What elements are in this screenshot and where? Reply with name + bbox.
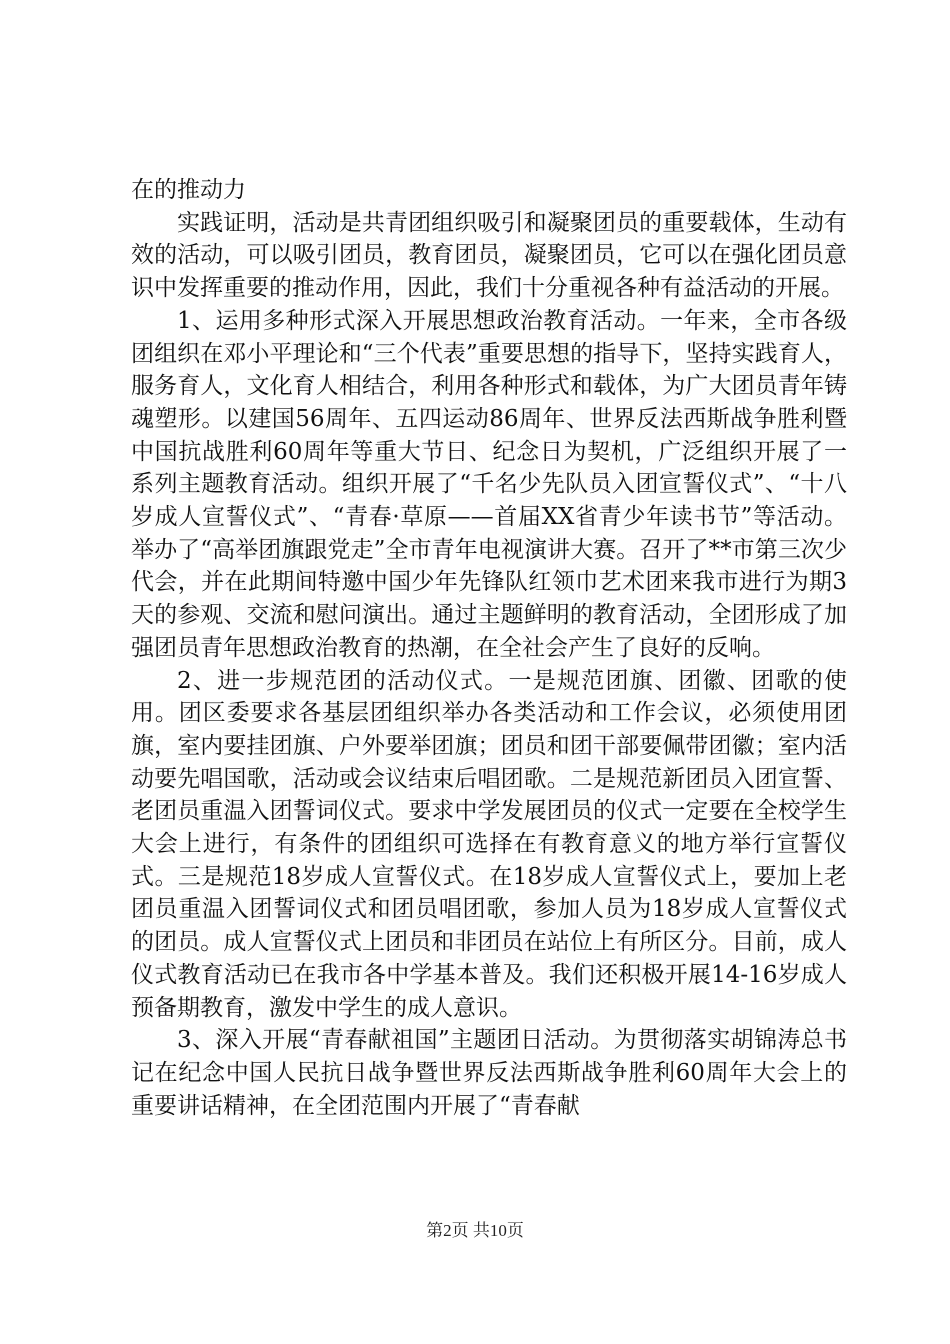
paragraph: 3、深入开展“青春献祖国”主题团日活动。为贯彻落实胡锦涛总书记在纪念中国人民抗日战争暨世界反法西斯战争胜利60周年大会上的重要讲话精神，在全团范围内开展了“青春献 [131,1027,847,1119]
page-number-footer: 第2页 共10页 [426,1221,524,1240]
paragraph: 1、运用多种形式深入开展思想政治教育活动。一年来，全市各级团组织在邓小平理论和“三个代表”重要思想的指导下，坚持实践育人，服务育人，文化育人相结合，利用各种形式和载体，为广大团员青年铸魂塑形。以建国56周年、五四运动86周年、世界反法西斯战争胜利暨中国抗战胜利60周年等重大节日、纪念日为契机，广泛组织开展了一系列主题教育活动。组织开展了“千名少先队员入团宣誓仪式”、“十八岁成人宣誓仪式”、“青春·草原——首届XX省青少年读书节”等活动。举办了“高举团旗跟党走”全市青年电视演讲大赛。召开了**市第三次少代会，并在此期间特邀中国少年先锋队红领巾艺术团来我市进行为期3天的参观、交流和慰问演出。通过主题鲜明的教育活动，全团形成了加强团员青年思想政治教育的热潮，在全社会产生了良好的反响。 [131,307,847,661]
paragraph: 2、进一步规范团的活动仪式。一是规范团旗、团徽、团歌的使用。团区委要求各基层团组织举办各类活动和工作会议，必须使用团旗，室内要挂团旗、户外要举团旗；团员和团干部要佩带团徽；室内活动要先唱国歌，活动或会议结束后唱团歌。二是规范新团员入团宣誓、老团员重温入团誓词仪式。要求中学发展团员的仪式一定要在全校学生大会上进行，有条件的团组织可选择在有教育意义的地方举行宣誓仪式。三是规范18岁成人宣誓仪式。在18岁成人宣誓仪式上，要加上老团员重温入团誓词仪式和团员唱团歌，参加人员为18岁成人宣誓仪式的团员。成人宣誓仪式上团员和非团员在站位上有所区分。目前，成人仪式教育活动已在我市各中学基本普及。我们还积极开展14-16岁成人预备期教育，激发中学生的成人意识。 [131,667,847,1021]
paragraph-continuation: 在的推动力 [131,177,246,203]
document-body [131,174,847,1122]
paragraph: 实践证明，活动是共青团组织吸引和凝聚团员的重要载体，生动有效的活动，可以吸引团员，教育团员，凝聚团员，它可以在强化团员意识中发挥重要的推动作用，因此，我们十分重视各种有益活动的开展。 [131,209,847,302]
